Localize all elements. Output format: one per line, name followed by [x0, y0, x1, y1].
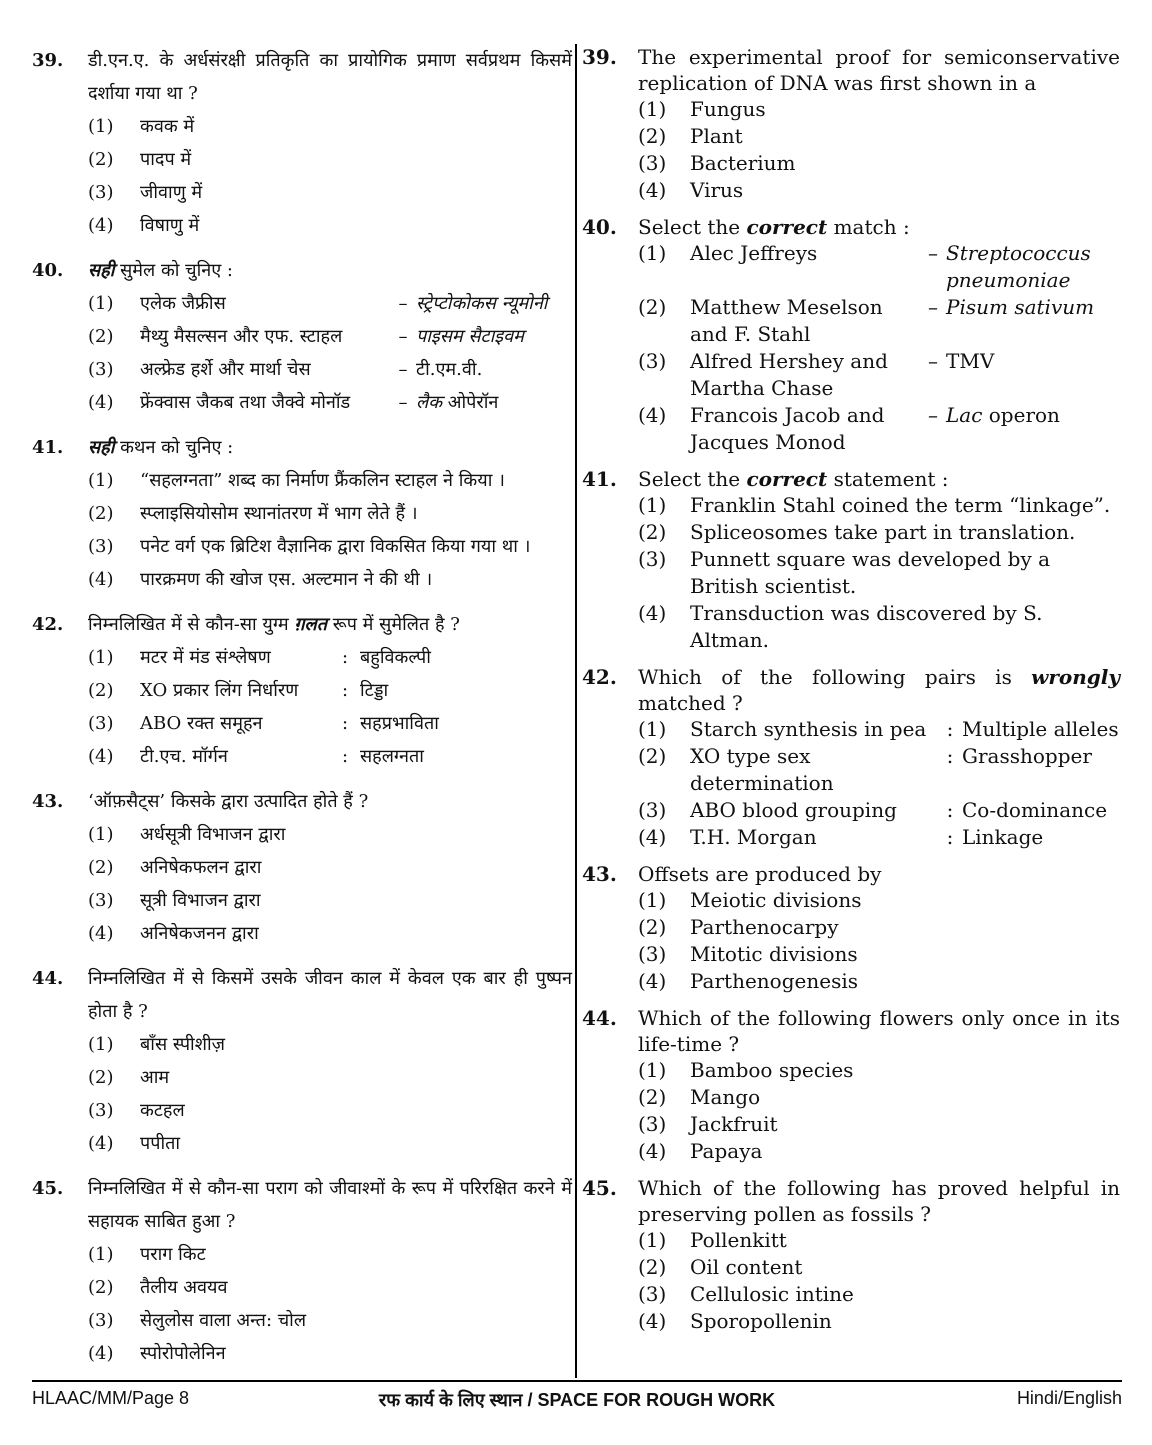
option-label: (3) — [638, 151, 667, 175]
option-text: Spliceosomes take part in translation. — [690, 520, 1076, 544]
question-text-rest: matched ? — [638, 691, 743, 715]
option-label: (3) — [638, 1282, 667, 1306]
option-text: पनेट वर्ग एक ब्रिटिश वैज्ञानिक द्वारा विकसित किया गया था । — [140, 536, 531, 557]
question-45-english — [582, 1175, 1120, 1335]
keyword: correct — [746, 467, 828, 491]
option-3 — [638, 1111, 1120, 1138]
pair-colon: : — [946, 825, 954, 849]
option-4 — [88, 917, 572, 950]
question-text-rest: सुमेल को चुनिए : — [114, 260, 233, 281]
question-text-rest: रूप में सुमेलित है ? — [327, 614, 460, 635]
question-text: Which of the following has proved helpful in preserving pollen as fossils ? — [638, 1176, 1120, 1226]
pair-left: ABO blood grouping — [690, 798, 897, 822]
pair-colon: : — [946, 717, 954, 741]
option-2 — [88, 143, 572, 176]
match-right: स्ट्रेप्टोकोकस न्यूमोनी — [416, 293, 548, 314]
option-text: स्पोरोपोलेनिन — [140, 1343, 226, 1364]
option-4 — [638, 402, 1120, 456]
question-text — [638, 466, 1120, 492]
option-label: (1) — [88, 116, 114, 137]
pair-left: Starch synthesis in pea — [690, 717, 927, 741]
option-label: (3) — [88, 890, 114, 911]
option-label: (2) — [638, 1255, 667, 1279]
column-divider — [575, 44, 577, 1378]
pair-left: XO type sex determination — [690, 744, 834, 795]
option-text: पराग किट — [140, 1244, 206, 1265]
option-4 — [88, 1337, 572, 1370]
option-label: (3) — [88, 182, 114, 203]
option-text: Fungus — [690, 97, 766, 121]
option-label: (4) — [638, 1139, 667, 1163]
option-3 — [88, 353, 572, 386]
question-number: 42. — [582, 665, 617, 689]
match-dash: – — [398, 359, 408, 380]
option-text: “सहलग्नता” शब्द का निर्माण फ्रैंकलिन स्टाहल ने किया । — [140, 470, 505, 491]
option-3 — [638, 150, 1120, 177]
match-right: टी.एम.वी. — [416, 359, 483, 380]
question-45-hindi — [32, 1172, 572, 1370]
option-label: (1) — [88, 1244, 114, 1265]
hindi-column — [32, 44, 572, 1382]
option-label: (3) — [638, 798, 667, 822]
option-text: Parthenogenesis — [690, 969, 858, 993]
option-label: (2) — [638, 1085, 667, 1109]
keyword: correct — [746, 215, 828, 239]
option-2 — [638, 519, 1120, 546]
question-text — [88, 608, 572, 641]
option-3 — [88, 884, 572, 917]
keyword: सही — [88, 260, 115, 281]
question-text-pre: Select the — [638, 467, 747, 491]
question-text: Offsets are produced by — [638, 862, 882, 886]
option-3 — [88, 1094, 572, 1127]
match-dash: – — [928, 241, 938, 265]
question-text: निम्नलिखित में से किसमें उसके जीवन काल में केवल एक बार ही पुष्पन होता है ? — [88, 968, 572, 1022]
option-label: (4) — [88, 746, 114, 767]
match-right-italic: लैक — [416, 392, 443, 413]
pair-left: T.H. Morgan — [690, 825, 817, 849]
option-label: (1) — [638, 1058, 667, 1082]
option-label: (1) — [638, 888, 667, 912]
option-1 — [88, 818, 572, 851]
option-1 — [638, 492, 1120, 519]
option-2 — [88, 851, 572, 884]
option-1 — [638, 716, 1120, 743]
option-2 — [638, 1084, 1120, 1111]
option-1 — [638, 96, 1120, 123]
option-label: (4) — [88, 215, 114, 236]
match-right-rest: operon — [982, 403, 1060, 427]
option-1 — [638, 887, 1120, 914]
option-label: (1) — [88, 647, 114, 668]
option-label: (4) — [638, 1309, 667, 1333]
option-text: आम — [140, 1067, 170, 1088]
question-40-english — [582, 214, 1120, 456]
option-4 — [88, 209, 572, 242]
option-label: (1) — [88, 470, 114, 491]
option-text: Bamboo species — [690, 1058, 854, 1082]
pair-colon: : — [341, 713, 349, 734]
option-label: (4) — [88, 1343, 114, 1364]
question-42-hindi — [32, 608, 572, 773]
keyword: सही — [88, 437, 115, 458]
question-text-pre: Which of the following pairs is — [638, 665, 1032, 689]
question-text — [88, 431, 572, 464]
question-44-english — [582, 1005, 1120, 1165]
option-4 — [638, 1308, 1120, 1335]
option-text: सेलुलोस वाला अन्त: चोल — [140, 1310, 307, 1331]
question-text — [638, 664, 1120, 716]
page-code: HLAAC/MM/Page 8 — [32, 1388, 190, 1408]
option-label: (1) — [638, 493, 667, 517]
option-label: (4) — [638, 178, 667, 202]
question-text-rest: match : — [827, 215, 910, 239]
option-text: जीवाणु में — [140, 182, 203, 203]
option-label: (4) — [638, 601, 667, 625]
pair-colon: : — [946, 798, 954, 822]
option-text: Mango — [690, 1085, 761, 1109]
match-left: मैथ्यु मैसल्सन और एफ. स्टाहल — [140, 326, 343, 347]
option-text: Papaya — [690, 1139, 763, 1163]
option-text: Meiotic divisions — [690, 888, 862, 912]
pair-right: सहलग्नता — [360, 746, 424, 767]
match-right: Streptococcus pneumoniae — [946, 241, 1091, 292]
option-label: (2) — [638, 295, 667, 319]
option-label: (4) — [88, 1133, 114, 1154]
question-text: डी.एन.ए. के अर्धसंरक्षी प्रतिकृति का प्रायोगिक प्रमाण सर्वप्रथम किसमें दर्शाया गया था ? — [88, 50, 572, 104]
question-number: 39. — [582, 45, 617, 69]
match-right-rest: ओपेरॉन — [442, 392, 499, 413]
option-label: (2) — [638, 744, 667, 768]
option-label: (2) — [88, 326, 114, 347]
option-2 — [638, 914, 1120, 941]
option-label: (1) — [638, 241, 667, 265]
option-label: (2) — [638, 915, 667, 939]
question-text — [638, 214, 1120, 240]
pair-right: Multiple alleles — [962, 717, 1119, 741]
keyword: ग़लत — [294, 614, 328, 635]
option-label: (1) — [88, 824, 114, 845]
pair-colon: : — [946, 744, 954, 768]
option-label: (3) — [88, 713, 114, 734]
option-label: (2) — [638, 520, 667, 544]
option-text: Parthenocarpy — [690, 915, 839, 939]
option-3 — [88, 707, 572, 740]
option-text: Bacterium — [690, 151, 796, 175]
option-label: (3) — [638, 349, 667, 373]
option-text: अनिषेकफलन द्वारा — [140, 857, 262, 878]
option-label: (2) — [88, 503, 114, 524]
option-text: Virus — [690, 178, 744, 202]
option-1 — [88, 1028, 572, 1061]
option-text: पारक्रमण की खोज एस. अल्टमान ने की थी । — [140, 569, 433, 590]
pair-colon: : — [341, 746, 349, 767]
option-text: Sporopollenin — [690, 1309, 832, 1333]
match-left: Alec Jeffreys — [690, 241, 818, 265]
match-left: अल्फ्रेड हर्शे और मार्था चेस — [140, 359, 311, 380]
match-left: Francois Jacob and Jacques Monod — [690, 403, 885, 454]
option-3 — [88, 176, 572, 209]
option-text: Mitotic divisions — [690, 942, 858, 966]
option-4 — [88, 563, 572, 596]
option-text: Plant — [690, 124, 743, 148]
question-text: The experimental proof for semiconservative replication of DNA was first shown in a — [638, 45, 1120, 95]
option-3 — [638, 941, 1120, 968]
rough-work-label: रफ कार्य के लिए स्थान / SPACE FOR ROUGH WORK — [378, 1390, 776, 1410]
option-text: तैलीय अवयव — [140, 1277, 228, 1298]
option-4 — [638, 824, 1120, 851]
option-label: (2) — [638, 124, 667, 148]
option-1 — [638, 240, 1120, 294]
question-number: 41. — [582, 467, 617, 491]
keyword: wrongly — [1031, 665, 1120, 689]
match-right: Pisum sativum — [946, 295, 1095, 319]
question-number: 45. — [32, 1178, 64, 1199]
option-label: (4) — [88, 569, 114, 590]
option-text: कटहल — [140, 1100, 185, 1121]
option-4 — [88, 1127, 572, 1160]
question-text-pre: निम्नलिखित में से कौन-सा युग्म — [88, 614, 295, 635]
option-1 — [88, 287, 572, 320]
option-4 — [638, 968, 1120, 995]
question-text-pre: Select the — [638, 215, 747, 239]
option-1 — [638, 1227, 1120, 1254]
question-39-hindi — [32, 44, 572, 242]
footer-divider — [32, 1380, 1122, 1382]
option-text: बाँस स्पीशीज़ — [140, 1034, 225, 1055]
option-4 — [638, 1138, 1120, 1165]
match-left: Alfred Hershey and Martha Chase — [690, 349, 888, 400]
pair-left: XO प्रकार लिंग निर्धारण — [140, 680, 299, 701]
match-right: TMV — [946, 349, 995, 373]
question-number: 43. — [32, 791, 64, 812]
question-number: 42. — [32, 614, 64, 635]
option-2 — [88, 320, 572, 353]
question-text: निम्नलिखित में से कौन-सा पराग को जीवाश्मों के रूप में परिरक्षित करने में सहायक साबित हुआ ? — [88, 1178, 572, 1232]
option-label: (1) — [638, 717, 667, 741]
pair-colon: : — [341, 680, 349, 701]
question-text — [88, 254, 572, 287]
pair-right: सहप्रभाविता — [360, 713, 439, 734]
option-label: (1) — [88, 293, 114, 314]
question-40-hindi — [32, 254, 572, 419]
option-2 — [88, 497, 572, 530]
pair-right: बहुविकल्पी — [360, 647, 431, 668]
option-4 — [638, 600, 1120, 654]
option-text: Cellulosic intine — [690, 1282, 854, 1306]
option-text: Franklin Stahl coined the term “linkage”. — [690, 493, 1111, 517]
question-text-rest: कथन को चुनिए : — [114, 437, 234, 458]
question-number: 39. — [32, 50, 64, 71]
option-label: (2) — [88, 149, 114, 170]
option-label: (3) — [638, 1112, 667, 1136]
pair-colon: : — [341, 647, 349, 668]
page-footer — [32, 1388, 1122, 1416]
option-label: (1) — [88, 1034, 114, 1055]
match-right-italic: Lac — [946, 403, 983, 427]
option-label: (3) — [88, 1100, 114, 1121]
question-44-hindi — [32, 962, 572, 1160]
match-dash: – — [928, 295, 938, 319]
option-label: (2) — [88, 680, 114, 701]
match-dash: – — [398, 293, 408, 314]
option-3 — [88, 530, 572, 563]
option-label: (4) — [638, 403, 667, 427]
option-label: (1) — [638, 97, 667, 121]
option-2 — [638, 294, 1120, 348]
match-right: पाइसम सैटाइवम — [416, 326, 524, 347]
option-text: Punnett square was developed by a British scientist. — [690, 547, 1051, 598]
option-text: Oil content — [690, 1255, 803, 1279]
option-2 — [638, 1254, 1120, 1281]
option-1 — [88, 110, 572, 143]
match-right — [946, 402, 1120, 429]
match-left: Matthew Meselson and F. Stahl — [690, 295, 883, 346]
option-3 — [88, 1304, 572, 1337]
match-left: फ्रेंक्वास जैकब तथा जैक्वे मोनॉड — [140, 392, 351, 413]
option-label: (3) — [88, 536, 114, 557]
option-text: कवक में — [140, 116, 195, 137]
option-label: (2) — [88, 857, 114, 878]
option-text: पपीता — [140, 1133, 181, 1154]
option-3 — [638, 1281, 1120, 1308]
option-1 — [638, 1057, 1120, 1084]
match-dash: – — [928, 403, 938, 427]
question-number: 40. — [582, 215, 617, 239]
option-4 — [88, 740, 572, 773]
option-label: (4) — [638, 969, 667, 993]
option-text: Pollenkitt — [690, 1228, 787, 1252]
match-dash: – — [398, 326, 408, 347]
match-dash: – — [398, 392, 408, 413]
option-label: (2) — [88, 1277, 114, 1298]
question-number: 43. — [582, 862, 617, 886]
option-text: Transduction was discovered by S. Altman. — [690, 601, 1043, 652]
option-text: विषाणु में — [140, 215, 200, 236]
question-41-hindi — [32, 431, 572, 596]
question-41-english — [582, 466, 1120, 654]
language-label: Hindi/English — [1016, 1388, 1122, 1408]
question-text-rest: statement : — [827, 467, 949, 491]
option-label: (4) — [88, 923, 114, 944]
pair-right: Co-dominance — [962, 798, 1108, 822]
question-text: ‘ऑफ़सैट्स’ किसके द्वारा उत्पादित होते हैं ? — [88, 791, 369, 812]
option-1 — [88, 641, 572, 674]
option-label: (2) — [88, 1067, 114, 1088]
english-column — [582, 44, 1120, 1345]
pair-right: टिड्डा — [360, 680, 389, 701]
question-text: Which of the following flowers only once in its life-time ? — [638, 1006, 1120, 1056]
option-label: (4) — [638, 825, 667, 849]
option-text: Jackfruit — [690, 1112, 778, 1136]
option-text: पादप में — [140, 149, 192, 170]
option-3 — [638, 348, 1120, 402]
question-43-english — [582, 861, 1120, 995]
option-1 — [88, 1238, 572, 1271]
pair-left: ABO रक्त समूहन — [140, 713, 263, 734]
pair-right: Grasshopper — [962, 744, 1092, 768]
question-number: 44. — [32, 968, 64, 989]
option-4 — [638, 177, 1120, 204]
option-3 — [638, 546, 1120, 600]
option-2 — [638, 743, 1120, 797]
option-2 — [88, 674, 572, 707]
option-label: (3) — [88, 359, 114, 380]
option-label: (3) — [638, 942, 667, 966]
option-3 — [638, 797, 1120, 824]
option-text: अर्धसूत्री विभाजन द्वारा — [140, 824, 286, 845]
match-left: एलेक जैफ्रीस — [140, 293, 226, 314]
match-right — [416, 386, 572, 419]
option-4 — [88, 386, 572, 419]
option-label: (3) — [638, 547, 667, 571]
pair-left: मटर में मंड संश्लेषण — [140, 647, 271, 668]
pair-left: टी.एच. मॉर्गन — [140, 746, 228, 767]
option-label: (1) — [638, 1228, 667, 1252]
option-label: (4) — [88, 392, 114, 413]
pair-right: Linkage — [962, 825, 1044, 849]
option-2 — [638, 123, 1120, 150]
question-number: 41. — [32, 437, 64, 458]
option-text: सूत्री विभाजन द्वारा — [140, 890, 261, 911]
match-dash: – — [928, 349, 938, 373]
question-39-english — [582, 44, 1120, 204]
option-2 — [88, 1061, 572, 1094]
question-43-hindi — [32, 785, 572, 950]
option-2 — [88, 1271, 572, 1304]
option-1 — [88, 464, 572, 497]
question-number: 40. — [32, 260, 64, 281]
option-text: स्प्लाइसियोसोम स्थानांतरण में भाग लेते हैं । — [140, 503, 418, 524]
question-42-english — [582, 664, 1120, 851]
question-number: 44. — [582, 1006, 617, 1030]
option-text: अनिषेकजनन द्वारा — [140, 923, 259, 944]
question-number: 45. — [582, 1176, 617, 1200]
option-label: (3) — [88, 1310, 114, 1331]
